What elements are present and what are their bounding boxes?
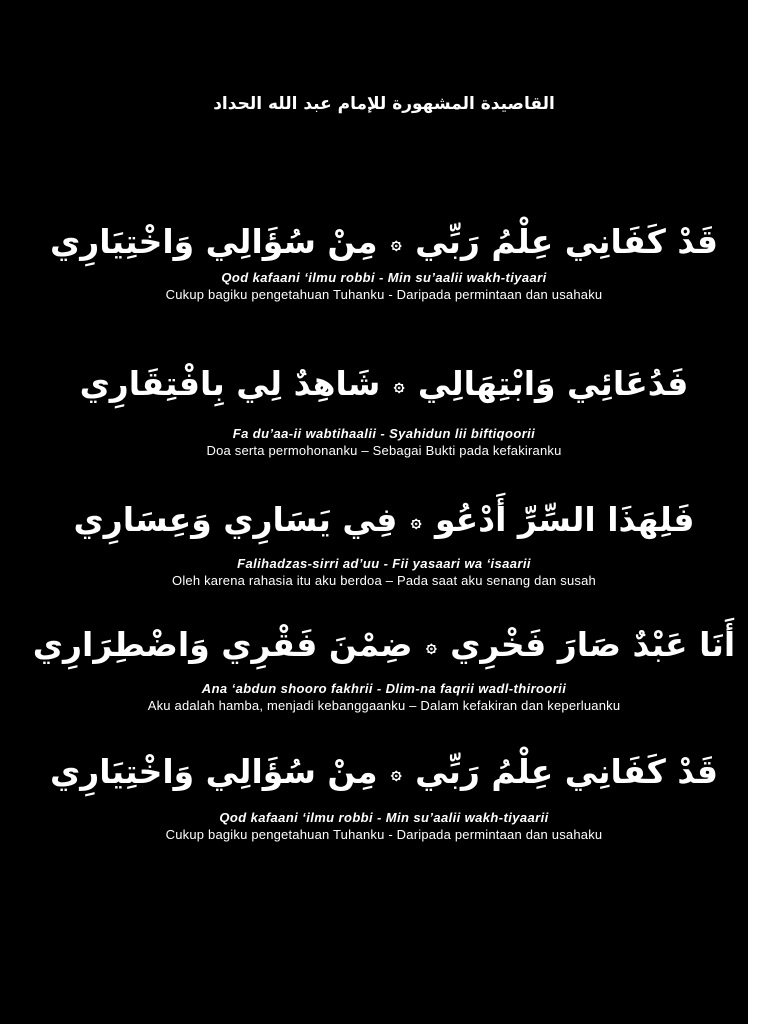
arabic-verse-line (0, 625, 768, 667)
flower-ornament-icon: ۞ (393, 374, 405, 396)
translation-line: Cukup bagiku pengetahuan Tuhanku - Daripada permintaan dan usahaku (165, 826, 603, 842)
transliteration-line: Falihadzas-sirri ad’uu - Fii yasaari wa ‘isaarii (237, 555, 531, 571)
verse-block (0, 625, 768, 714)
translation-line: Oleh karena rahasia itu aku berdoa – Pada saat aku senang dan susah (172, 572, 596, 588)
verse-block (0, 500, 768, 589)
transliteration-line: Fa du’aa-ii wabtihaalii - Syahidun lii biftiqoorii (232, 425, 536, 441)
arabic-second-hemistich: مِنْ سُؤَالِي وَاخْتِيَارِي (50, 222, 378, 261)
transliteration-line: Qod kafaani ‘ilmu robbi - Min su’aalii wakh-tiyaari (221, 269, 547, 285)
arabic-verse-line (0, 752, 768, 794)
arabic-second-hemistich: فِي يَسَارِي وَعِسَارِي (73, 500, 398, 539)
arabic-verse-line (0, 222, 768, 264)
arabic-first-hemistich: فَلِهَذَا السِّرِّ أَدْعُو (434, 500, 695, 539)
flower-ornament-icon: ۞ (410, 510, 422, 532)
arabic-second-hemistich: ضِمْنَ فَقْرِي وَاضْطِرَارِي (32, 625, 413, 664)
verse-block (0, 222, 768, 303)
arabic-first-hemistich: قَدْ كَفَانِي عِلْمُ رَبِّي (415, 752, 718, 791)
flower-ornament-icon: ۞ (391, 762, 402, 784)
arabic-second-hemistich: مِنْ سُؤَالِي وَاخْتِيَارِي (50, 752, 378, 791)
arabic-first-hemistich: قَدْ كَفَانِي عِلْمُ رَبِّي (415, 222, 718, 261)
translation-line: Doa serta permohonanku – Sebagai Bukti pada kefakiranku (206, 442, 562, 458)
transliteration-line: Ana ‘abdun shooro fakhrii - Dlim-na faqrii wadl-thiroorii (201, 680, 567, 696)
arabic-first-hemistich: فَدُعَائِي وَابْتِهَالِي (417, 364, 689, 403)
arabic-verse-line (0, 364, 768, 406)
qasida-title: القاصيدة المشهورة للإمام عبد الله الحداد (213, 94, 555, 114)
verse-block (0, 752, 768, 843)
translation-line: Aku adalah hamba, menjadi kebanggaanku – Dalam kefakiran dan keperluanku (147, 697, 621, 713)
arabic-first-hemistich: أَنَا عَبْدٌ صَارَ فَخْرِي (450, 625, 736, 664)
flower-ornament-icon: ۞ (391, 232, 402, 254)
transliteration-line: Qod kafaani ‘ilmu robbi - Min su’aalii wakh-tiyaarii (219, 809, 549, 825)
verse-block (0, 364, 768, 459)
arabic-verse-line (0, 500, 768, 542)
flower-ornament-icon: ۞ (426, 635, 437, 657)
translation-line: Cukup bagiku pengetahuan Tuhanku - Daripada permintaan dan usahaku (165, 286, 603, 302)
arabic-second-hemistich: شَاهِدٌ لِي بِافْتِقَارِي (79, 364, 381, 403)
